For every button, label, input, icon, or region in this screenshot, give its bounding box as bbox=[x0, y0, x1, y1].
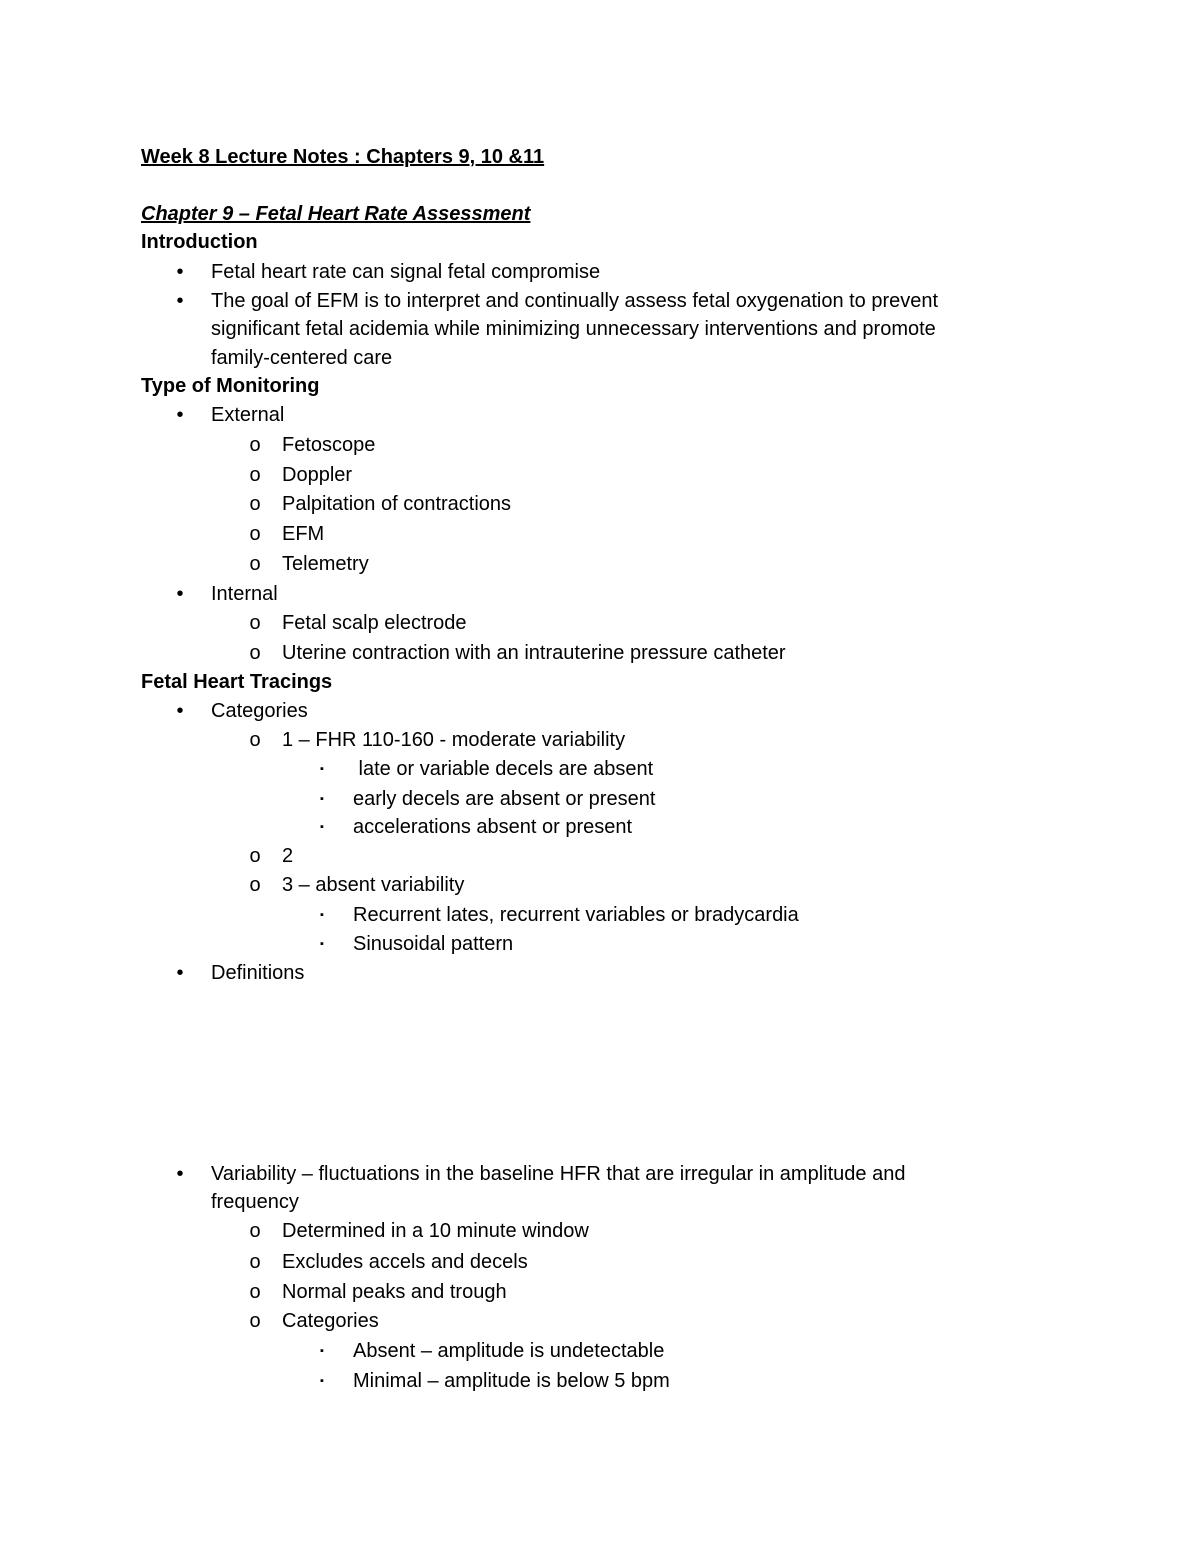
list-item-variability: Variability – fluctuations in the baseline HFR that are irregular in amplitude and bbox=[211, 1163, 906, 1185]
list-item: Palpitation of contractions bbox=[282, 493, 512, 515]
bullet-level1: • bbox=[176, 1163, 184, 1185]
list-item: Categories bbox=[282, 1310, 379, 1332]
bullet-level1: • bbox=[176, 261, 184, 283]
list-item: EFM bbox=[282, 523, 325, 545]
list-item: Minimal – amplitude is below 5 bpm bbox=[353, 1370, 670, 1392]
list-item: Telemetry bbox=[282, 553, 369, 575]
list-item: Fetal heart rate can signal fetal compromise bbox=[211, 261, 601, 283]
list-item: early decels are absent or present bbox=[353, 788, 656, 810]
bullet-level2: o bbox=[249, 729, 261, 751]
list-item-category-2: 2 bbox=[282, 845, 294, 867]
list-item: Absent – amplitude is undetectable bbox=[353, 1340, 665, 1362]
list-item: Recurrent lates, recurrent variables or bradycardia bbox=[353, 904, 799, 926]
list-item: accelerations absent or present bbox=[353, 816, 633, 838]
bullet-level3: ▪ bbox=[320, 763, 324, 775]
list-item-continuation: frequency bbox=[211, 1191, 299, 1213]
bullet-level2: o bbox=[249, 1251, 261, 1273]
chapter-heading: Chapter 9 – Fetal Heart Rate Assessment bbox=[141, 203, 531, 225]
bullet-level3: ▪ bbox=[320, 1345, 324, 1357]
bullet-level3: ▪ bbox=[320, 938, 324, 950]
list-item: Doppler bbox=[282, 464, 353, 486]
bullet-level2: o bbox=[249, 434, 261, 456]
bullet-level2: o bbox=[249, 642, 261, 664]
bullet-level2: o bbox=[249, 874, 261, 896]
list-item: The goal of EFM is to interpret and continually assess fetal oxygenation to prevent bbox=[211, 290, 939, 312]
bullet-level2: o bbox=[249, 553, 261, 575]
list-item: Fetal scalp electrode bbox=[282, 612, 467, 634]
list-item-category-1: 1 – FHR 110-160 - moderate variability bbox=[282, 729, 626, 751]
bullet-level1: • bbox=[176, 962, 184, 984]
bullet-level2: o bbox=[249, 1281, 261, 1303]
list-item: Normal peaks and trough bbox=[282, 1281, 507, 1303]
list-item: Uterine contraction with an intrauterine pressure catheter bbox=[282, 642, 786, 664]
section-heading-monitoring: Type of Monitoring bbox=[141, 375, 320, 397]
list-item: Fetoscope bbox=[282, 434, 376, 456]
bullet-level3: ▪ bbox=[320, 821, 324, 833]
bullet-level3: ▪ bbox=[320, 1375, 324, 1387]
list-item: Sinusoidal pattern bbox=[353, 933, 514, 955]
bullet-level1: • bbox=[176, 700, 184, 722]
bullet-level2: o bbox=[249, 1220, 261, 1242]
bullet-level2: o bbox=[249, 845, 261, 867]
bullet-level2: o bbox=[249, 523, 261, 545]
bullet-level1: • bbox=[176, 404, 184, 426]
list-item-external: External bbox=[211, 404, 285, 426]
document-title: Week 8 Lecture Notes : Chapters 9, 10 &11 bbox=[141, 146, 545, 168]
list-item-continuation: significant fetal acidemia while minimizing unnecessary interventions and promote bbox=[211, 318, 936, 340]
bullet-level1: • bbox=[176, 583, 184, 605]
bullet-level3: ▪ bbox=[320, 909, 324, 921]
list-item: Excludes accels and decels bbox=[282, 1251, 528, 1273]
section-heading-tracings: Fetal Heart Tracings bbox=[141, 671, 333, 693]
bullet-level2: o bbox=[249, 1310, 261, 1332]
bullet-level2: o bbox=[249, 612, 261, 634]
list-item-definitions: Definitions bbox=[211, 962, 305, 984]
list-item-categories: Categories bbox=[211, 700, 308, 722]
bullet-level1: • bbox=[176, 290, 184, 312]
list-item-internal: Internal bbox=[211, 583, 278, 605]
bullet-level3: ▪ bbox=[320, 793, 324, 805]
bullet-level2: o bbox=[249, 464, 261, 486]
bullet-level2: o bbox=[249, 493, 261, 515]
list-item: late or variable decels are absent bbox=[353, 758, 654, 780]
section-heading-introduction: Introduction bbox=[141, 231, 258, 253]
list-item-continuation: family-centered care bbox=[211, 347, 393, 369]
list-item: Determined in a 10 minute window bbox=[282, 1220, 589, 1242]
list-item-category-3: 3 – absent variability bbox=[282, 874, 465, 896]
